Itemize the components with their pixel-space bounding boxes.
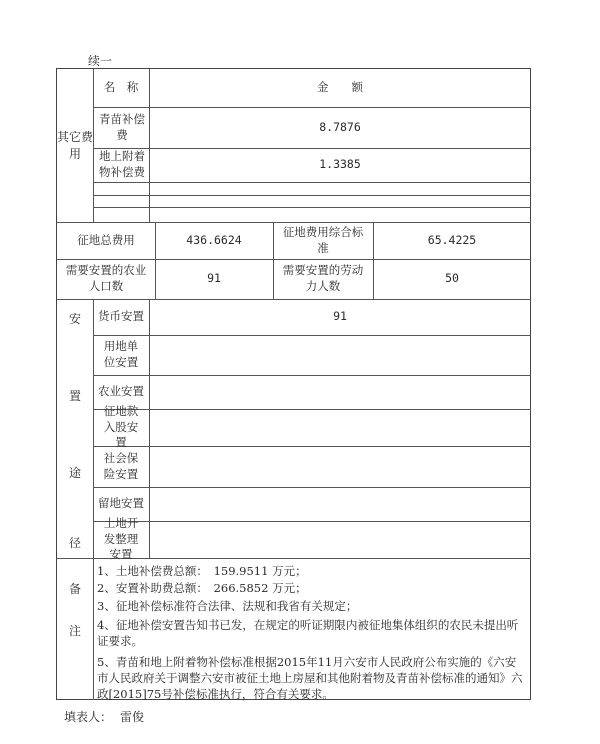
- cost-name: 地上附着物补偿费: [99, 149, 145, 179]
- cost-amount: 8.7876: [319, 119, 361, 134]
- resettlement-value: [149, 487, 531, 521]
- compensation-table: [56, 68, 531, 700]
- resettlement-label: 征地款入股安置: [103, 404, 139, 450]
- cost-standard-label: 征地费用综合标准: [282, 224, 364, 255]
- labor-population-label: 需要安置的劳动力人数: [282, 263, 364, 293]
- filler-label: 填表人：: [64, 710, 113, 724]
- total-cost-value: 436.6624: [186, 232, 242, 247]
- labor-population-value: 50: [445, 271, 459, 286]
- row-line: [93, 195, 531, 196]
- continued-label: 续一: [88, 54, 113, 68]
- resettlement-value: [149, 375, 531, 409]
- resettlement-label: 货币安置: [98, 309, 144, 324]
- other-costs-label: 其它费用: [57, 130, 94, 161]
- total-cost-label: 征地总费用: [77, 232, 135, 247]
- col-line: [93, 558, 94, 700]
- resettlement-value: [149, 446, 531, 487]
- filler-info: [64, 708, 144, 725]
- notes-char: 备: [68, 582, 81, 596]
- resettlement-label: 用地单位安置: [103, 339, 139, 369]
- row-line: [93, 182, 531, 183]
- resettlement-value: 91: [333, 309, 347, 324]
- note-line: 1、土地补偿费总额： 159.9511 万元；: [97, 564, 307, 578]
- cost-name: 青苗补偿费: [99, 111, 145, 142]
- cost-amount: 1.3385: [319, 157, 361, 172]
- resettlement-char: 径: [68, 536, 81, 550]
- agri-population-value: 91: [207, 271, 221, 286]
- row-line: [93, 207, 531, 208]
- note-line: 4、征地补偿安置告知书已发，在规定的听证期限内被征地集体组织的农民未提出听证要求。: [97, 618, 519, 649]
- resettlement-label: 农业安置: [98, 384, 144, 399]
- resettlement-label: 留地安置: [98, 496, 144, 511]
- agri-population-label: 需要安置的农业人口数: [65, 263, 147, 293]
- resettlement-label: 土地开发整理安置: [103, 516, 139, 562]
- filler-name: 雷俊: [120, 710, 145, 724]
- resettlement-char: 置: [68, 389, 81, 403]
- resettlement-char: 安: [68, 312, 81, 326]
- resettlement-value: [149, 335, 531, 375]
- notes-char: 注: [68, 624, 81, 638]
- cost-standard-value: 65.4225: [427, 232, 477, 247]
- note-line: 5、青苗和地上附着物补偿标准根据2015年11月六安市人民政府公布实施的《六安市人民政府关于调整六安市被征土地上房屋和其他附着物及青苗补偿标准的通知》六政[2015]75号补偿标准执行，符合有关要求。: [97, 655, 523, 702]
- col-name-header: 名 称: [103, 80, 139, 95]
- resettlement-value: [149, 409, 531, 446]
- resettlement-char: 途: [68, 466, 81, 480]
- resettlement-label: 社会保险安置: [103, 450, 139, 481]
- note-line: 2、安置补助费总额： 266.5852 万元；: [97, 581, 307, 595]
- resettlement-value: [149, 521, 531, 558]
- note-line: 3、征地补偿标准符合法律、法规和我省有关规定；: [97, 599, 358, 613]
- col-amount-header: 金 额: [317, 80, 363, 95]
